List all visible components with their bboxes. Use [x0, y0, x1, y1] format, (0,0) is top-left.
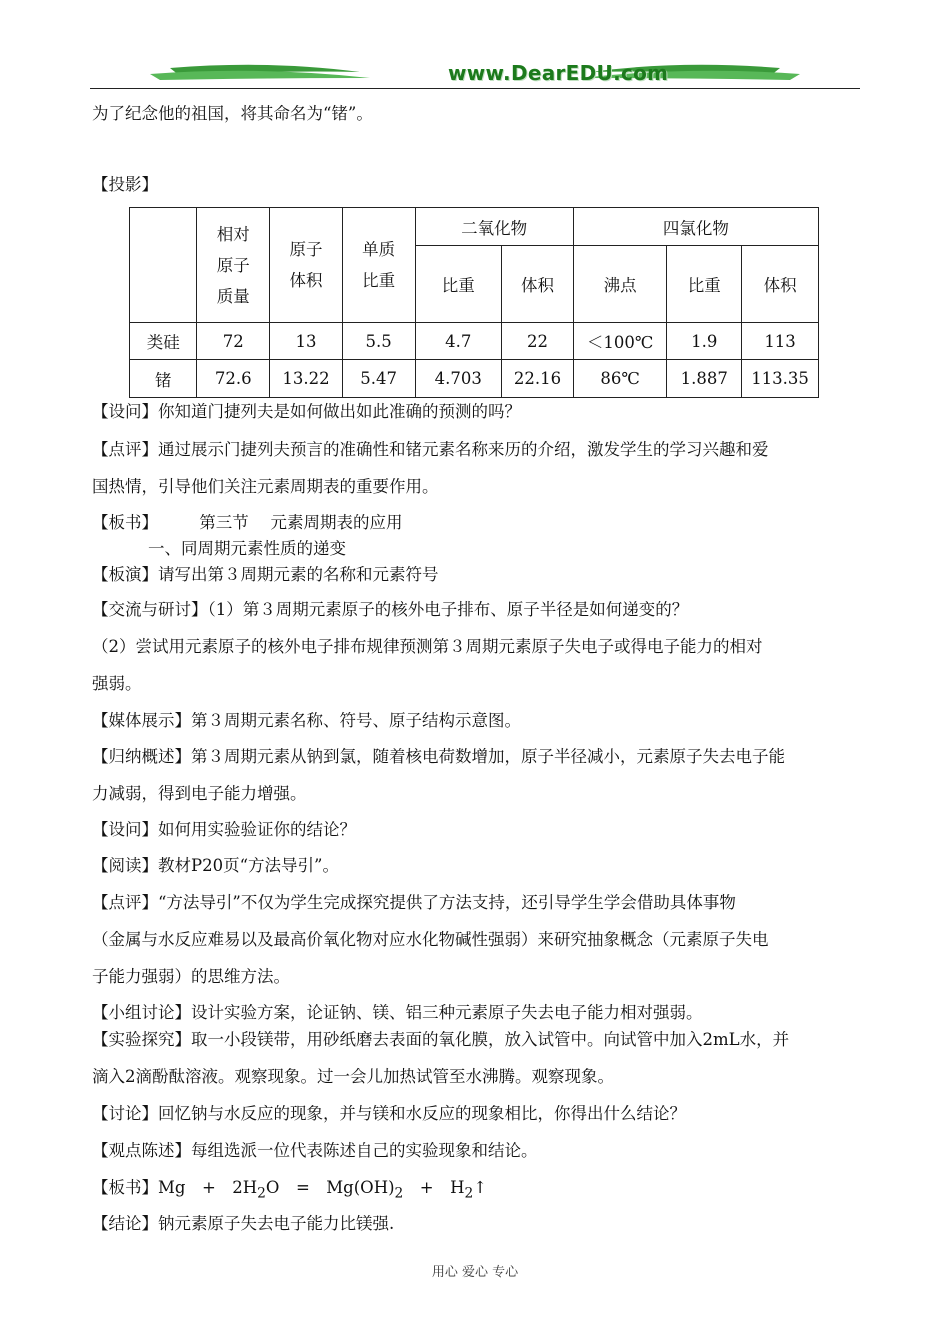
text-line: 【交流与研讨】（1）第３周期元素原子的核外电子排布、原子半径是如何递变的？: [92, 600, 689, 619]
intro-line: 为了纪念他的祖国，将其命名为“锗”。: [92, 104, 373, 123]
text-line: 【实验探究】取一小段镁带，用砂纸磨去表面的氧化膜，放入试管中。向试管中加入2mL水，并: [92, 1030, 790, 1049]
text-line: 【点评】“方法导引”不仅为学生完成探究提供了方法支持，还引导学生学会借助具体事物: [92, 893, 736, 912]
table-cell: 锗: [130, 360, 197, 398]
text-line: 一、同周期元素性质的递变: [148, 539, 346, 558]
text-line: 【设问】如何用实验验证你的结论？: [92, 820, 356, 839]
text-line: 【点评】通过展示门捷列夫预言的准确性和锗元素名称来历的介绍，激发学生的学习兴趣和爱: [92, 440, 769, 459]
table-cell: 22.16: [502, 360, 574, 398]
table-cell: 113: [742, 323, 819, 360]
projection-label: 【投影】: [92, 175, 158, 194]
table-cell: 类硅: [130, 323, 197, 360]
text-line: 力减弱，得到电子能力增强。: [92, 784, 307, 803]
table-row-germanium: [130, 360, 819, 398]
text-line: 【媒体展示】第３周期元素名称、符号、原子结构示意图。: [92, 711, 521, 730]
text-line: 【小组讨论】设计实验方案，论证钠、镁、铝三种元素原子失去电子能力相对强弱。: [92, 1003, 703, 1022]
subheader-tc-boiling-point: 沸点: [573, 246, 667, 323]
text-line: 【板书】 第三节 元素周期表的应用: [92, 513, 403, 532]
subheader-dioxide-density: 比重: [415, 246, 502, 323]
header-divider: [90, 88, 860, 89]
table-corner-cell: [130, 208, 197, 323]
subheader-tc-density: 比重: [667, 246, 742, 323]
header-tetrachloride: 四氯化物: [573, 208, 818, 246]
table-row-eka-silicon: [130, 323, 819, 360]
table-cell: 4.703: [415, 360, 502, 398]
table-cell: 5.5: [342, 323, 415, 360]
table-cell: 4.7: [415, 323, 502, 360]
table-cell: 86℃: [573, 360, 667, 398]
text-line: 国热情，引导他们关注元素周期表的重要作用。: [92, 477, 439, 496]
text-line: 【归纳概述】第３周期元素从钠到氯，随着核电荷数增加，原子半径减小，元素原子失去电子能: [92, 747, 785, 766]
subheader-dioxide-volume: 体积: [502, 246, 574, 323]
table-cell: 13.22: [270, 360, 343, 398]
text-line: 【板演】请写出第３周期元素的名称和元素符号: [92, 565, 439, 584]
text-line: （金属与水反应难易以及最高价氧化物对应水化物碱性强弱）来研究抽象概念（元素原子失电: [92, 930, 769, 949]
text-line: （2）尝试用元素原子的核外电子排布规律预测第３周期元素原子失电子或得电子能力的相对: [92, 637, 763, 656]
table-cell: 72.6: [197, 360, 270, 398]
subheader-tc-volume: 体积: [742, 246, 819, 323]
text-line: 【阅读】教材P20页“方法导引”。: [92, 856, 339, 875]
conclusion-line: 【结论】钠元素原子失去电子能力比镁强.: [92, 1214, 395, 1233]
table-cell: 1.887: [667, 360, 742, 398]
text-line: 【观点陈述】每组选派一位代表陈述自己的实验现象和结论。: [92, 1141, 538, 1160]
text-line: 强弱。: [92, 674, 142, 693]
site-logo-text[interactable]: www.DearEDU.com: [448, 61, 669, 85]
header-atomic-volume: 原子 体积: [270, 208, 343, 323]
table-cell: ＜100℃: [573, 323, 667, 360]
header-atomic-mass: 相对 原子 质量: [197, 208, 270, 323]
chemical-equation: 【板书】Mg + $2H_2O$ = $Mg(OH)_2$ + $H_2↑$: [92, 1178, 488, 1202]
table-cell: 13: [270, 323, 343, 360]
text-line: 子能力强弱）的思维方法。: [92, 967, 290, 986]
table-cell: 1.9: [667, 323, 742, 360]
text-line: 【设问】你知道门捷列夫是如何做出如此准确的预测的吗？: [92, 402, 521, 421]
text-line: 【讨论】回忆钠与水反应的现象，并与镁和水反应的现象相比，你得出什么结论？: [92, 1104, 686, 1123]
header-dioxide: 二氧化物: [415, 208, 573, 246]
table-cell: 72: [197, 323, 270, 360]
element-comparison-table: [129, 207, 819, 398]
site-header-banner: [90, 58, 860, 90]
table-cell: 22: [502, 323, 574, 360]
header-density: 单质 比重: [342, 208, 415, 323]
text-line: 滴入2滴酚酞溶液。观察现象。过一会儿加热试管至水沸腾。观察现象。: [92, 1067, 614, 1086]
table-cell: 113.35: [742, 360, 819, 398]
table-cell: 5.47: [342, 360, 415, 398]
page-footer: 用心 爱心 专心: [431, 1265, 519, 1280]
